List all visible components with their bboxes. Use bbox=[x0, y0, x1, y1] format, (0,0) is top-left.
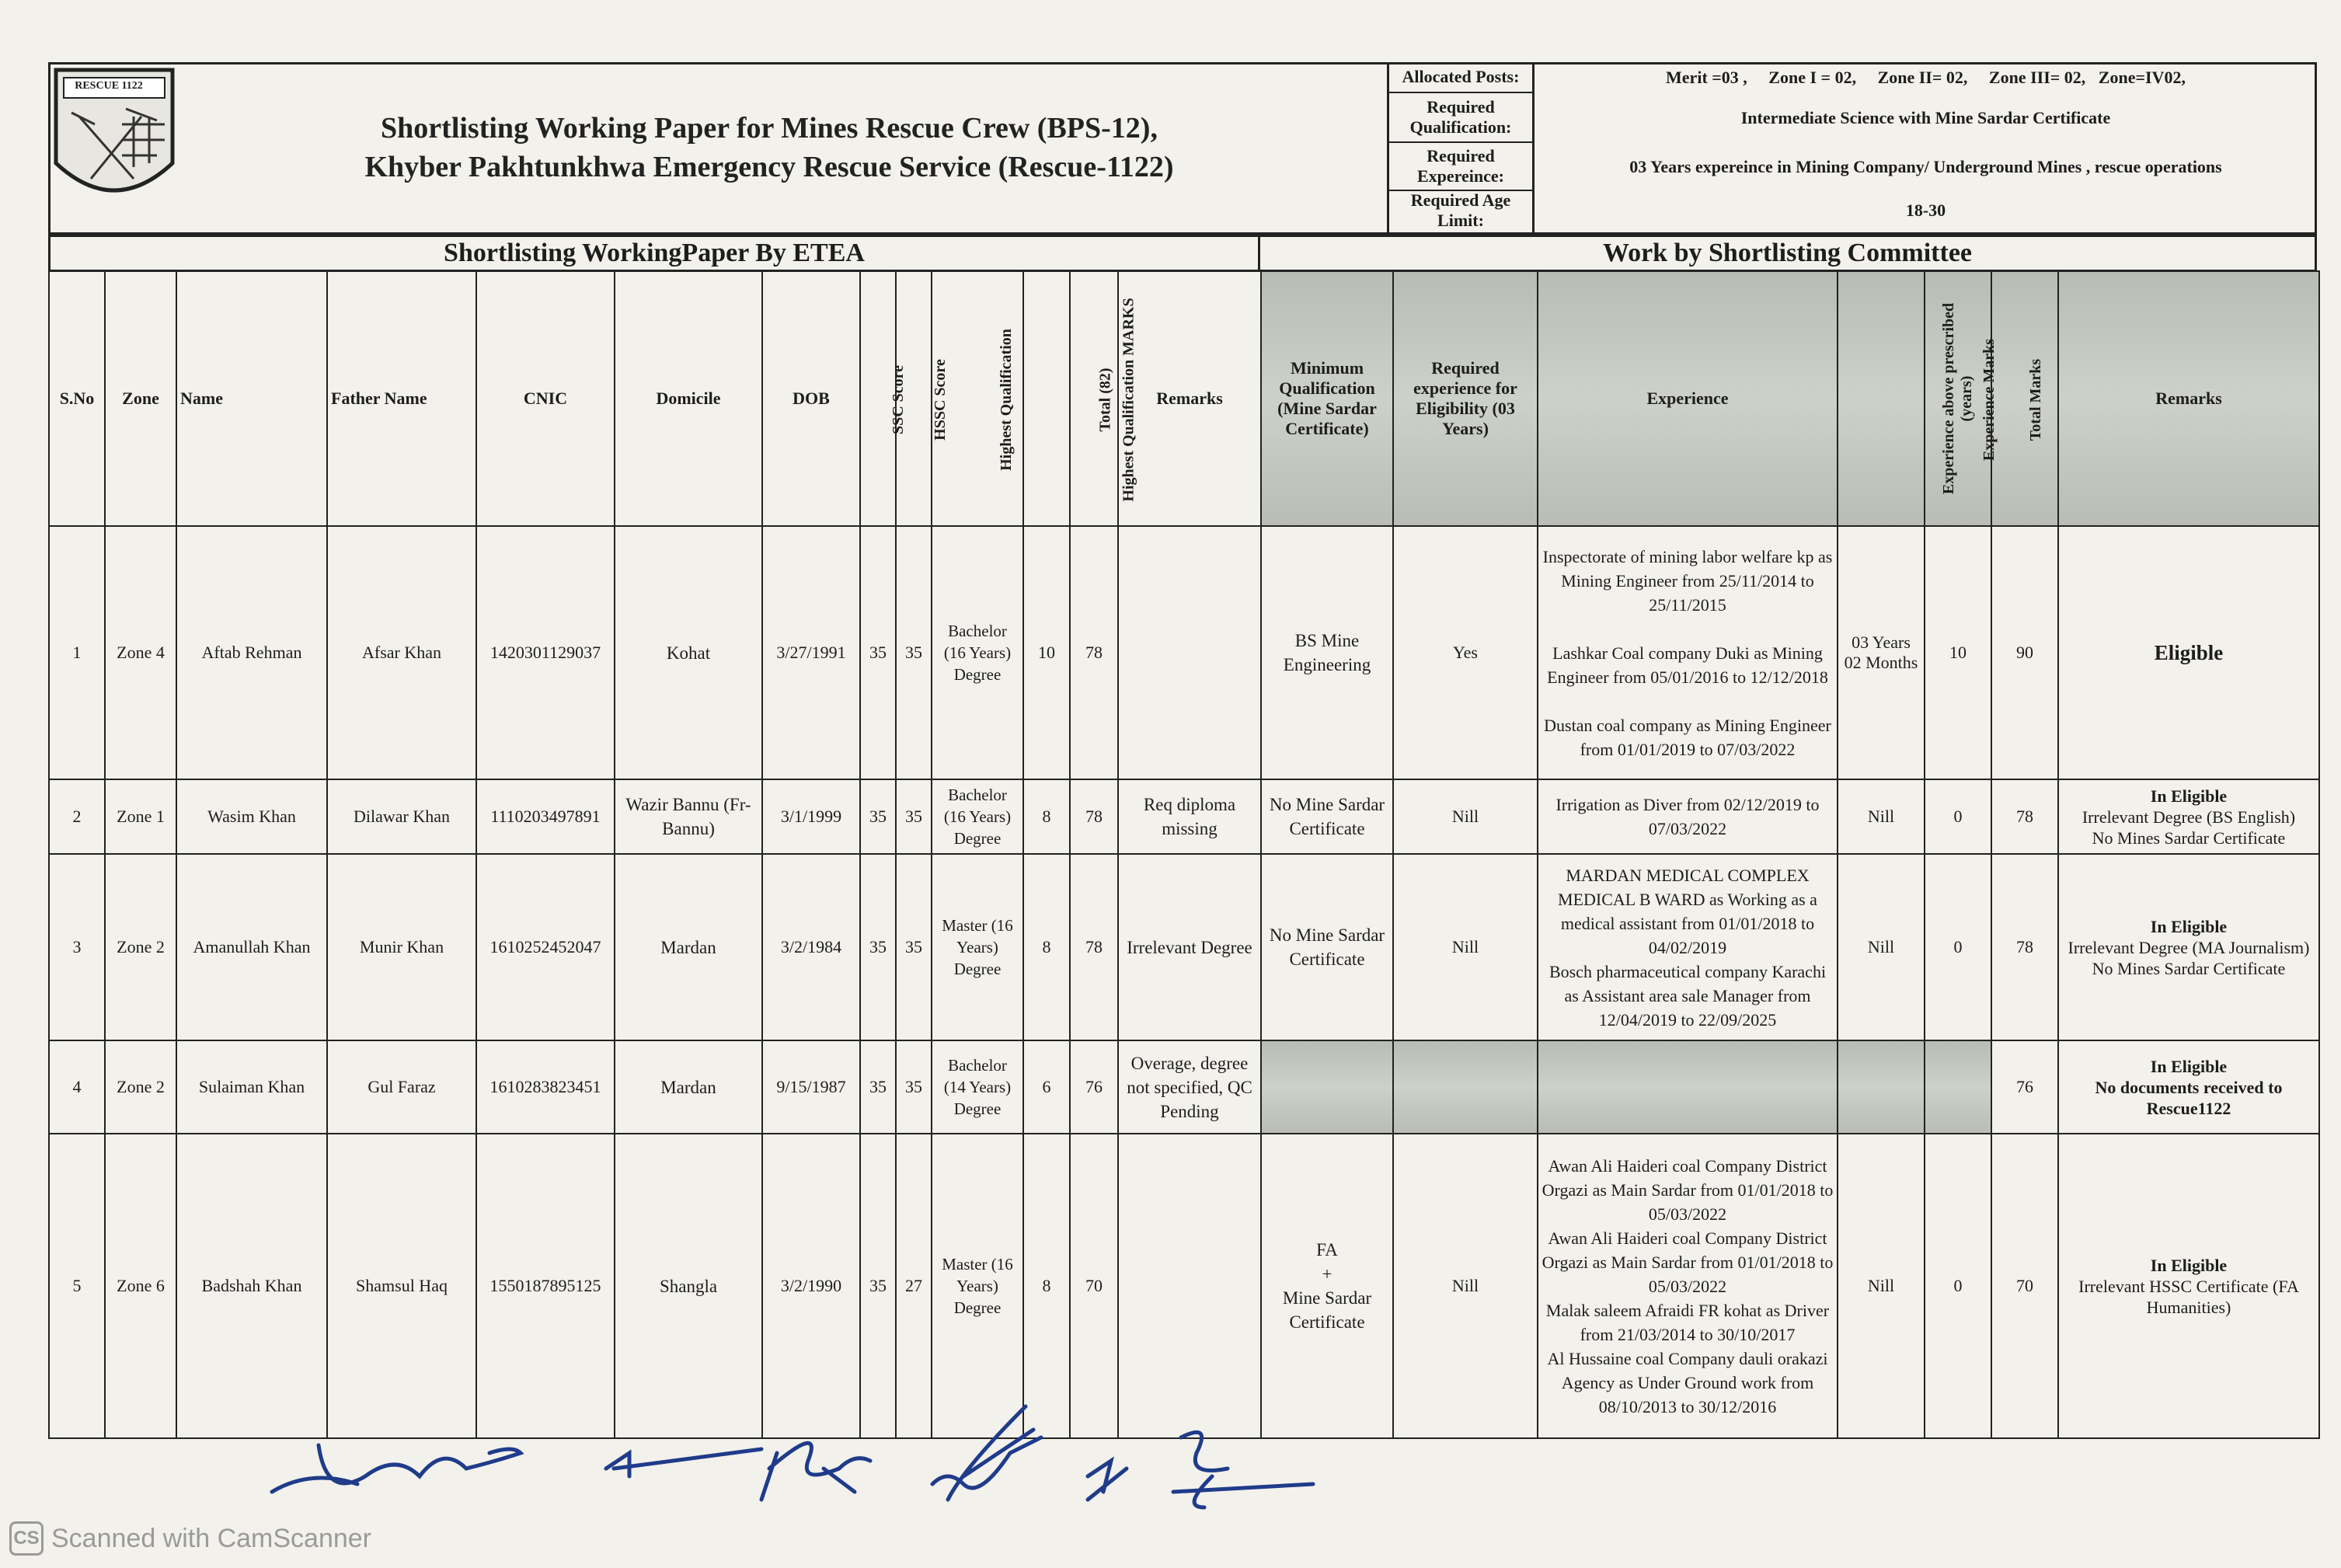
cell-experience-marks-text: 0 bbox=[1953, 1276, 1963, 1295]
cell-father-name-text: Gul Faraz bbox=[368, 1077, 436, 1096]
table-row bbox=[49, 526, 2319, 779]
cell-total-text: 70 bbox=[1085, 1276, 1103, 1295]
cell-experience-text: Inspectorate of mining labor welfare kp as Mining Engineer from 25/11/2014 to 25/11/2015 Lashkar Coal company Duki as Mining Engineer from 05/01/2016 to 12/12/2018 Dustan coal company as Mining Engineer from 01/01/2019 to 07/03/2022 bbox=[1542, 546, 1833, 759]
cell-total-marks bbox=[1991, 854, 2058, 1040]
cell-highest-qualification bbox=[932, 854, 1023, 1040]
cell-dob bbox=[762, 1040, 860, 1134]
cell-domicile bbox=[615, 526, 762, 779]
cell-experience-above-text: Nill bbox=[1867, 1276, 1895, 1295]
cell-highest-qualification bbox=[932, 1040, 1023, 1134]
cell-total-marks-text: 90 bbox=[2016, 643, 2033, 662]
cell-hq-marks bbox=[1023, 779, 1070, 854]
cell-ssc bbox=[860, 1040, 896, 1134]
cell-hssc-text: 35 bbox=[905, 1077, 922, 1096]
cell-hssc bbox=[896, 854, 932, 1040]
cell-name-text: Amanullah Khan bbox=[193, 937, 311, 956]
cell-ssc bbox=[860, 779, 896, 854]
col-highest-qualification: Highest Qualification bbox=[932, 271, 1023, 526]
cell-sno bbox=[49, 1134, 105, 1438]
cell-ssc-text: 35 bbox=[869, 1276, 887, 1295]
cell-experience-marks-text: 0 bbox=[1953, 937, 1963, 956]
cell-required-experience bbox=[1393, 779, 1538, 854]
cell-experience-marks bbox=[1925, 1040, 1991, 1134]
experience-value: 03 Years expereince in Mining Company/ Underground Mines , rescue operations bbox=[1629, 157, 2222, 176]
camscanner-text: Scanned with CamScanner bbox=[51, 1523, 372, 1553]
cell-total-text: 78 bbox=[1085, 643, 1103, 662]
cell-hq-marks-text: 10 bbox=[1038, 643, 1055, 662]
col-father-name: Father Name bbox=[327, 271, 476, 526]
cell-domicile bbox=[615, 779, 762, 854]
cell-experience bbox=[1538, 854, 1838, 1040]
cell-cnic bbox=[476, 779, 615, 854]
table-row bbox=[49, 779, 2319, 854]
shortlisting-table bbox=[48, 270, 2320, 1439]
cell-dob-text: 3/2/1990 bbox=[780, 1276, 842, 1295]
cell-min-qualification-text: No Mine Sardar Certificate bbox=[1269, 925, 1389, 969]
cell-experience bbox=[1538, 526, 1838, 779]
cell-hssc-text: 35 bbox=[905, 807, 922, 826]
cell-required-experience bbox=[1393, 854, 1538, 1040]
cell-experience-above-text: Nill bbox=[1867, 937, 1895, 956]
cell-zone-text: Zone 1 bbox=[117, 807, 165, 826]
eligibility-status: In Eligible bbox=[2150, 786, 2228, 806]
cell-hq-marks bbox=[1023, 526, 1070, 779]
cell-ssc bbox=[860, 526, 896, 779]
cell-domicile bbox=[615, 854, 762, 1040]
cell-dob bbox=[762, 526, 860, 779]
cell-experience-above bbox=[1838, 526, 1925, 779]
cell-father-name bbox=[327, 526, 476, 779]
cell-ssc bbox=[860, 854, 896, 1040]
allocated-value: Merit =03 , Zone I = 02, Zone II= 02, Zone III= 02, Zone=IV02, bbox=[1666, 68, 2186, 87]
col-total82: Total (82) bbox=[1070, 271, 1118, 526]
cell-domicile-text: Wazir Bannu (Fr-Bannu) bbox=[625, 795, 751, 838]
cell-highest-qualification bbox=[932, 779, 1023, 854]
cell-zone-text: Zone 6 bbox=[117, 1276, 165, 1295]
cell-zone bbox=[105, 779, 176, 854]
cell-min-qualification-text: No Mine Sardar Certificate bbox=[1269, 795, 1389, 838]
cell-total-marks-text: 78 bbox=[2016, 807, 2033, 826]
cell-hq-marks bbox=[1023, 854, 1070, 1040]
cell-experience-marks bbox=[1925, 526, 1991, 779]
cell-father-name bbox=[327, 854, 476, 1040]
cell-highest-qualification-text: Bachelor (14 Years) Degree bbox=[943, 1056, 1015, 1118]
cell-cnic-text: 1610252452047 bbox=[489, 937, 601, 956]
table-row bbox=[49, 854, 2319, 1040]
eligibility-reason: Irrelevant Degree (BS English) No Mines Sardar Certificate bbox=[2081, 807, 2296, 848]
logo-text: RESCUE 1122 bbox=[75, 80, 143, 92]
cell-min-qualification-text: BS Mine Engineering bbox=[1283, 631, 1371, 674]
requirement-values bbox=[1535, 62, 2317, 235]
col-ssc: SSC Score bbox=[860, 271, 896, 526]
cell-name-text: Wasim Khan bbox=[207, 807, 296, 826]
cell-cnic bbox=[476, 854, 615, 1040]
cell-domicile-text: Shangla bbox=[659, 1276, 718, 1296]
cell-remarks bbox=[1118, 1040, 1261, 1134]
cell-dob-text: 9/15/1987 bbox=[776, 1077, 846, 1096]
cell-hq-marks bbox=[1023, 1040, 1070, 1134]
cell-total-text: 78 bbox=[1085, 937, 1103, 956]
cell-dob bbox=[762, 779, 860, 854]
cell-highest-qualification-text: Master (16 Years) Degree bbox=[942, 1255, 1017, 1317]
cell-remarks bbox=[1118, 526, 1261, 779]
cell-dob bbox=[762, 854, 860, 1040]
cell-name bbox=[176, 1040, 327, 1134]
eligibility-status: In Eligible bbox=[2150, 1255, 2228, 1275]
qualification-label: Required Qualification: bbox=[1389, 93, 1532, 143]
cell-zone bbox=[105, 526, 176, 779]
cell-zone bbox=[105, 1040, 176, 1134]
cell-name-text: Aftab Rehman bbox=[201, 643, 302, 662]
cell-remarks-text: Overage, degree not specified, QC Pending bbox=[1127, 1053, 1257, 1121]
cell-cnic-text: 1550187895125 bbox=[489, 1276, 601, 1295]
cell-ssc-text: 35 bbox=[869, 643, 887, 662]
cell-ssc-text: 35 bbox=[869, 807, 887, 826]
cell-experience-text: Awan Ali Haideri coal Company District Orgazi as Main Sardar from 01/01/2018 to 05/03/2022 Awan Ali Haideri coal Company District Orgazi as Main Sardar from 01/01/2018 to 05/03/2022 Malak saleem Afraidi FR kohat as Driver from 21/03/2014 to 30/10/2017 Al Hussaine coal Company dauli orakazi Agency as Under Ground work from 08/10/2013 to 30/12/2016 bbox=[1542, 1155, 1834, 1416]
cell-domicile-text: Mardan bbox=[660, 937, 716, 957]
cell-experience-marks bbox=[1925, 854, 1991, 1040]
cell-father-name-text: Munir Khan bbox=[359, 937, 444, 956]
cell-min-qualification bbox=[1261, 1040, 1393, 1134]
signatures bbox=[264, 1375, 1352, 1515]
col-zone: Zone bbox=[105, 271, 176, 526]
cell-remarks-committee bbox=[2058, 1040, 2319, 1134]
cell-remarks-committee bbox=[2058, 854, 2319, 1040]
cell-experience-marks-text: 10 bbox=[1949, 643, 1967, 662]
col-remarks: Remarks bbox=[1118, 271, 1261, 526]
cell-highest-qualification-text: Master (16 Years) Degree bbox=[942, 916, 1017, 978]
section-header-etea: Shortlisting WorkingPaper By ETEA bbox=[48, 235, 1260, 272]
col-remarks-committee: Remarks bbox=[2058, 271, 2319, 526]
cell-sno bbox=[49, 854, 105, 1040]
cell-highest-qualification-text: Bachelor (16 Years) Degree bbox=[943, 786, 1015, 848]
cell-total-marks-text: 76 bbox=[2016, 1077, 2033, 1096]
cell-cnic bbox=[476, 526, 615, 779]
col-name: Name bbox=[176, 271, 327, 526]
cell-required-experience-text: Yes bbox=[1452, 643, 1478, 662]
cell-sno-text: 4 bbox=[72, 1077, 82, 1096]
qualification-value: Intermediate Science with Mine Sardar Certificate bbox=[1740, 108, 2111, 127]
camscanner-logo: CS bbox=[9, 1521, 44, 1556]
cell-sno-text: 1 bbox=[72, 643, 82, 662]
cell-zone-text: Zone 2 bbox=[117, 937, 165, 956]
eligibility-status: In Eligible No documents received to Rescue1122 bbox=[2095, 1056, 2283, 1118]
cell-total-marks-text: 78 bbox=[2016, 937, 2033, 956]
eligibility-status: In Eligible bbox=[2150, 916, 2228, 936]
cell-dob-text: 3/27/1991 bbox=[776, 643, 846, 662]
cell-experience-above bbox=[1838, 1040, 1925, 1134]
cell-zone bbox=[105, 854, 176, 1040]
cell-cnic bbox=[476, 1040, 615, 1134]
cell-hssc-text: 27 bbox=[905, 1276, 922, 1295]
cell-remarks-committee bbox=[2058, 779, 2319, 854]
cell-required-experience-text: Nill bbox=[1451, 937, 1479, 956]
cell-sno bbox=[49, 779, 105, 854]
cell-total-marks bbox=[1991, 779, 2058, 854]
cell-total-marks-text: 70 bbox=[2016, 1276, 2033, 1295]
cell-father-name bbox=[327, 779, 476, 854]
cell-name bbox=[176, 854, 327, 1040]
cell-highest-qualification-text: Bachelor (16 Years) Degree bbox=[943, 622, 1015, 684]
cell-experience bbox=[1538, 779, 1838, 854]
cell-zone-text: Zone 2 bbox=[117, 1077, 165, 1096]
cell-sno-text: 2 bbox=[72, 807, 82, 826]
cell-required-experience-text: Nill bbox=[1451, 807, 1479, 826]
col-experience: Experience bbox=[1538, 271, 1838, 526]
table-header-row bbox=[49, 271, 2319, 526]
cell-total bbox=[1070, 854, 1118, 1040]
cell-cnic-text: 1610283823451 bbox=[489, 1077, 601, 1096]
cell-experience-above bbox=[1838, 1134, 1925, 1438]
cell-father-name bbox=[327, 1040, 476, 1134]
col-experience-above: Experience above prescribed (years) bbox=[1838, 271, 1925, 526]
cell-name-text: Badshah Khan bbox=[201, 1276, 302, 1295]
cell-experience-above bbox=[1838, 854, 1925, 1040]
cell-hq-marks-text: 8 bbox=[1042, 1276, 1051, 1295]
cell-hq-marks-text: 8 bbox=[1042, 937, 1051, 956]
cell-min-qualification bbox=[1261, 854, 1393, 1040]
cell-experience bbox=[1538, 1134, 1838, 1438]
cell-required-experience bbox=[1393, 526, 1538, 779]
title-line-2: Khyber Pakhtunkhwa Emergency Rescue Service (Rescue-1122) bbox=[364, 151, 1174, 183]
cell-experience-marks bbox=[1925, 779, 1991, 854]
cell-father-name-text: Dilawar Khan bbox=[353, 807, 450, 826]
cell-experience-marks bbox=[1925, 1134, 1991, 1438]
age-label: Required Age Limit: bbox=[1410, 190, 1511, 230]
cell-remarks-committee bbox=[2058, 526, 2319, 779]
age-value: 18-30 bbox=[1905, 200, 1946, 220]
cell-hssc-text: 35 bbox=[905, 643, 922, 662]
cell-cnic-text: 1420301129037 bbox=[489, 643, 601, 662]
cell-experience-marks-text: 0 bbox=[1953, 807, 1963, 826]
cell-hssc-text: 35 bbox=[905, 937, 922, 956]
cell-experience bbox=[1538, 1040, 1838, 1134]
col-sno: S.No bbox=[49, 271, 105, 526]
cell-total-text: 78 bbox=[1085, 807, 1103, 826]
cell-sno bbox=[49, 526, 105, 779]
cell-required-experience bbox=[1393, 1040, 1538, 1134]
cell-highest-qualification bbox=[932, 526, 1023, 779]
eligibility-reason: Irrelevant Degree (MA Journalism) No Mines Sardar Certificate bbox=[2068, 937, 2310, 978]
cell-total-text: 76 bbox=[1085, 1077, 1103, 1096]
cell-total bbox=[1070, 1040, 1118, 1134]
cell-experience-text: MARDAN MEDICAL COMPLEX MEDICAL B WARD as Working as a medical assistant from 01/01/2018 to 04/02/2019 Bosch pharmaceutical company Karachi as Assistant area sale Manager from 12/04/2019 to 22/09/2025 bbox=[1548, 865, 1827, 1030]
cell-zone-text: Zone 4 bbox=[117, 643, 165, 662]
cell-experience-text: Irrigation as Diver from 02/12/2019 to 07/03/2022 bbox=[1555, 795, 1824, 838]
col-domicile: Domicile bbox=[615, 271, 762, 526]
cell-remarks-text: Req diploma missing bbox=[1143, 795, 1240, 838]
cell-total bbox=[1070, 779, 1118, 854]
page-title bbox=[264, 109, 1274, 186]
col-min-qualification: Minimum Qualification (Mine Sardar Certificate) bbox=[1261, 271, 1393, 526]
cell-zone bbox=[105, 1134, 176, 1438]
cell-domicile-text: Kohat bbox=[666, 643, 711, 663]
cell-dob-text: 3/2/1984 bbox=[780, 937, 842, 956]
cell-min-qualification bbox=[1261, 779, 1393, 854]
col-cnic: CNIC bbox=[476, 271, 615, 526]
cell-remarks bbox=[1118, 779, 1261, 854]
cell-total-marks bbox=[1991, 526, 2058, 779]
cell-min-qualification bbox=[1261, 526, 1393, 779]
cell-sno bbox=[49, 1040, 105, 1134]
cell-experience-above-text: Nill bbox=[1867, 807, 1895, 826]
cell-sno-text: 3 bbox=[72, 937, 82, 956]
cell-remarks bbox=[1118, 854, 1261, 1040]
cell-ssc-text: 35 bbox=[869, 937, 887, 956]
cell-domicile-text: Mardan bbox=[660, 1077, 716, 1097]
table-row bbox=[49, 1040, 2319, 1134]
cell-total-marks bbox=[1991, 1040, 2058, 1134]
cell-required-experience bbox=[1393, 1134, 1538, 1438]
eligibility-status: Eligible bbox=[2154, 640, 2224, 664]
title-line-1: Shortlisting Working Paper for Mines Rescue Crew (BPS-12), bbox=[381, 112, 1158, 145]
cell-min-qualification-text: FA + Mine Sardar Certificate bbox=[1282, 1240, 1372, 1332]
requirement-labels bbox=[1387, 62, 1535, 235]
cell-domicile bbox=[615, 1040, 762, 1134]
cell-remarks-committee bbox=[2058, 1134, 2319, 1438]
cell-hq-marks-text: 8 bbox=[1042, 807, 1051, 826]
allocated-label: Allocated Posts: bbox=[1389, 62, 1532, 93]
cell-ssc-text: 35 bbox=[869, 1077, 887, 1096]
col-experience-marks: Experience Marks bbox=[1925, 271, 1991, 526]
cell-experience-above-text: 03 Years 02 Months bbox=[1844, 632, 1918, 672]
cell-dob-text: 3/1/1999 bbox=[780, 807, 842, 826]
cell-remarks-text: Irrelevant Degree bbox=[1127, 937, 1252, 957]
col-hq-marks: Highest Qualification MARKS bbox=[1023, 271, 1070, 526]
cell-father-name-text: Shamsul Haq bbox=[356, 1276, 448, 1295]
col-required-experience: Required experience for Eligibility (03 Years) bbox=[1393, 271, 1538, 526]
cell-hq-marks-text: 6 bbox=[1042, 1077, 1051, 1096]
cell-hssc bbox=[896, 526, 932, 779]
cell-total-marks bbox=[1991, 1134, 2058, 1438]
cell-experience-above bbox=[1838, 779, 1925, 854]
experience-label: Required Expereince: bbox=[1389, 143, 1532, 191]
col-dob: DOB bbox=[762, 271, 860, 526]
col-total-marks: Total Marks bbox=[1991, 271, 2058, 526]
cell-name-text: Sulaiman Khan bbox=[198, 1077, 305, 1096]
cell-name bbox=[176, 526, 327, 779]
camscanner-watermark bbox=[9, 1519, 371, 1558]
cell-sno-text: 5 bbox=[72, 1276, 82, 1295]
cell-name bbox=[176, 779, 327, 854]
cell-required-experience-text: Nill bbox=[1451, 1276, 1479, 1295]
cell-father-name-text: Afsar Khan bbox=[361, 643, 442, 662]
section-header-committee: Work by Shortlisting Committee bbox=[1258, 235, 2317, 272]
cell-hssc bbox=[896, 1040, 932, 1134]
col-hssc: HSSC Score bbox=[896, 271, 932, 526]
eligibility-reason: Irrelevant HSSC Certificate (FA Humanities) bbox=[2078, 1276, 2304, 1317]
cell-cnic-text: 1110203497891 bbox=[490, 807, 601, 826]
cell-hssc bbox=[896, 779, 932, 854]
cell-total bbox=[1070, 526, 1118, 779]
